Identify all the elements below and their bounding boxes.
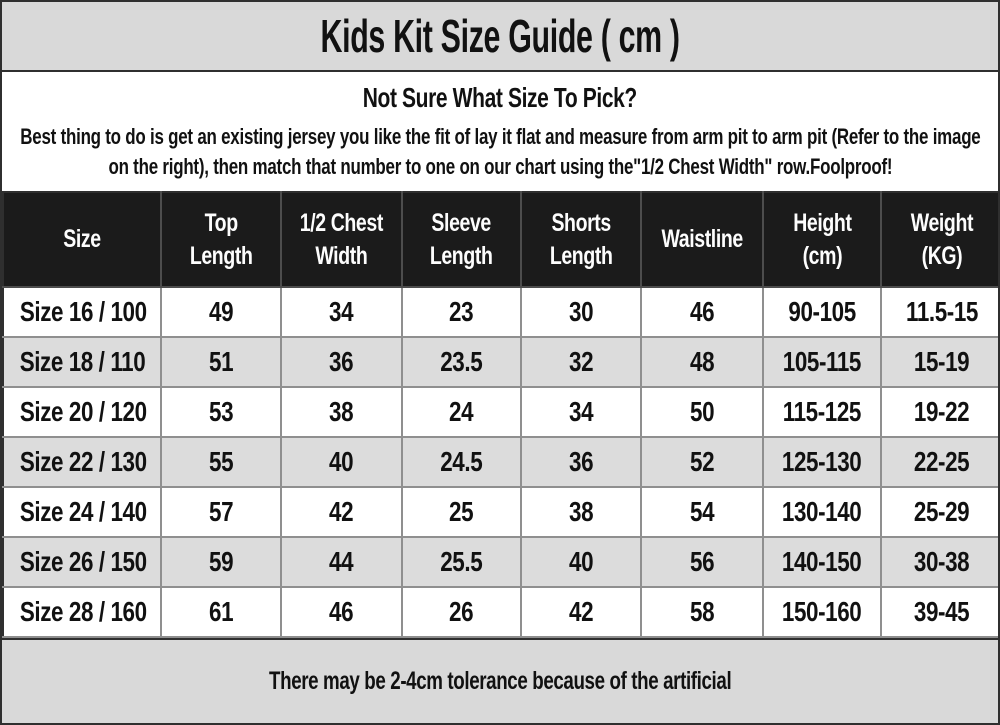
cell-text: 90-105: [788, 296, 856, 327]
value-cell: [281, 487, 402, 537]
value-cell: [161, 587, 281, 637]
cell-text: 25.5: [440, 546, 483, 577]
table-row: [3, 537, 1000, 587]
value-cell: [641, 387, 763, 437]
value-cell: [281, 387, 402, 437]
value-cell: [402, 587, 521, 637]
column-header-text: Waistline: [661, 225, 743, 253]
cell-text: 34: [329, 296, 354, 327]
value-cell: [763, 537, 881, 587]
value-cell: [402, 287, 521, 337]
cell-text: 105-115: [782, 346, 862, 377]
value-cell: [402, 337, 521, 387]
value-cell: [402, 387, 521, 437]
column-header-text: Weight (KG): [910, 208, 974, 270]
size-label-cell: [3, 487, 161, 537]
size-table: [2, 191, 1000, 638]
value-cell: [881, 437, 1000, 487]
table-row: [3, 337, 1000, 387]
value-cell: [281, 587, 402, 637]
cell-text: 19-22: [914, 396, 970, 427]
cell-text: 24.5: [440, 446, 483, 477]
value-cell: [521, 387, 641, 437]
value-cell: [881, 487, 1000, 537]
value-cell: [521, 537, 641, 587]
cell-text: Size 28 / 160: [19, 596, 147, 627]
table-body: [3, 287, 1000, 637]
size-label-cell: [3, 287, 161, 337]
column-header-text: Height (cm): [792, 208, 852, 270]
value-cell: [521, 337, 641, 387]
cell-text: 53: [208, 396, 234, 427]
cell-text: 59: [208, 546, 234, 577]
cell-text: 26: [449, 596, 474, 627]
cell-text: 42: [329, 496, 354, 527]
cell-text: Size 26 / 150: [19, 546, 147, 577]
column-header-text: Shorts Length: [549, 208, 613, 270]
value-cell: [881, 537, 1000, 587]
intro-body: [12, 122, 988, 183]
cell-text: 30-38: [914, 546, 970, 577]
size-label-cell: [3, 537, 161, 587]
cell-text: 48: [689, 346, 715, 377]
intro-heading: [12, 81, 988, 115]
value-cell: [763, 287, 881, 337]
cell-text: 23.5: [440, 346, 483, 377]
value-cell: [161, 337, 281, 387]
cell-text: 36: [329, 346, 354, 377]
cell-text: 56: [689, 546, 715, 577]
cell-text: 46: [329, 596, 354, 627]
cell-text: 22-25: [914, 446, 970, 477]
cell-text: Size 24 / 140: [19, 496, 147, 527]
table-row: [3, 587, 1000, 637]
size-label-cell: [3, 587, 161, 637]
cell-text: 25-29: [914, 496, 970, 527]
column-header-1: [161, 192, 281, 287]
cell-text: 55: [208, 446, 234, 477]
column-header-text: Sleeve Length: [430, 208, 493, 270]
cell-text: 61: [208, 596, 234, 627]
column-header-2: [281, 192, 402, 287]
cell-text: 54: [689, 496, 715, 527]
value-cell: [763, 387, 881, 437]
cell-text: 42: [568, 596, 594, 627]
cell-text: 11.5-15: [906, 296, 978, 327]
table-row: [3, 487, 1000, 537]
value-cell: [161, 437, 281, 487]
value-cell: [281, 537, 402, 587]
footer-note: [2, 638, 998, 723]
cell-text: 36: [568, 446, 594, 477]
cell-text: 51: [208, 346, 234, 377]
size-label-cell: [3, 437, 161, 487]
cell-text: 115-125: [782, 396, 862, 427]
cell-text: 32: [568, 346, 594, 377]
value-cell: [641, 587, 763, 637]
column-header-text: Size: [63, 225, 101, 253]
cell-text: 52: [689, 446, 715, 477]
cell-text: 15-19: [914, 346, 970, 377]
cell-text: 38: [329, 396, 354, 427]
cell-text: Size 20 / 120: [19, 396, 147, 427]
cell-text: 40: [329, 446, 354, 477]
cell-text: 57: [208, 496, 234, 527]
cell-text: Size 18 / 110: [19, 346, 146, 377]
column-header-6: [763, 192, 881, 287]
column-header-0: [3, 192, 161, 287]
cell-text: 140-150: [782, 546, 862, 577]
cell-text: 34: [568, 396, 594, 427]
value-cell: [402, 537, 521, 587]
value-cell: [641, 437, 763, 487]
header-row: [3, 192, 1000, 287]
size-label-cell: [3, 337, 161, 387]
value-cell: [881, 587, 1000, 637]
cell-text: 150-160: [782, 596, 862, 627]
cell-text: 40: [568, 546, 594, 577]
table-head: [3, 192, 1000, 287]
cell-text: 58: [689, 596, 715, 627]
cell-text: 23: [449, 296, 474, 327]
value-cell: [161, 537, 281, 587]
table-row: [3, 437, 1000, 487]
value-cell: [161, 287, 281, 337]
column-header-7: [881, 192, 1000, 287]
value-cell: [281, 437, 402, 487]
intro-section: [2, 72, 998, 191]
cell-text: 24: [449, 396, 474, 427]
value-cell: [161, 387, 281, 437]
cell-text: 50: [689, 396, 715, 427]
cell-text: 25: [449, 496, 474, 527]
value-cell: [161, 487, 281, 537]
value-cell: [281, 337, 402, 387]
cell-text: 46: [689, 296, 715, 327]
value-cell: [281, 287, 402, 337]
column-header-text: Top Length: [189, 208, 253, 270]
column-header-4: [521, 192, 641, 287]
cell-text: 130-140: [782, 496, 862, 527]
value-cell: [521, 587, 641, 637]
value-cell: [881, 337, 1000, 387]
value-cell: [402, 437, 521, 487]
table-row: [3, 287, 1000, 337]
value-cell: [641, 337, 763, 387]
cell-text: Size 16 / 100: [19, 296, 147, 327]
title-bar: [2, 2, 998, 72]
value-cell: [521, 487, 641, 537]
tolerance-note: [192, 667, 808, 696]
column-header-5: [641, 192, 763, 287]
value-cell: [641, 287, 763, 337]
value-cell: [763, 337, 881, 387]
cell-text: 39-45: [914, 596, 970, 627]
cell-text: 38: [568, 496, 594, 527]
cell-text: 49: [208, 296, 234, 327]
value-cell: [881, 387, 1000, 437]
value-cell: [641, 487, 763, 537]
tolerance-note-text: There may be 2-4cm tolerance because of the artificial: [268, 667, 732, 695]
page-title: [228, 10, 772, 62]
cell-text: 30: [568, 296, 594, 327]
value-cell: [521, 437, 641, 487]
value-cell: [521, 287, 641, 337]
intro-heading-text: Not Sure What Size To Pick?: [362, 82, 638, 113]
cell-text: 125-130: [782, 446, 862, 477]
column-header-3: [402, 192, 521, 287]
cell-text: 44: [329, 546, 354, 577]
value-cell: [402, 487, 521, 537]
size-label-cell: [3, 387, 161, 437]
value-cell: [641, 537, 763, 587]
value-cell: [763, 437, 881, 487]
value-cell: [763, 487, 881, 537]
table-row: [3, 387, 1000, 437]
cell-text: Size 22 / 130: [19, 446, 147, 477]
value-cell: [763, 587, 881, 637]
intro-body-text: Best thing to do is get an existing jersey you like the fit of lay it flat and measure from arm pit to arm pit (Refer to the image on the right), then match that number to one on our chart using the"1/2 Chest Width" row.Foolproof!: [19, 123, 981, 179]
page-title-text: Kids Kit Size Guide ( cm ): [320, 10, 680, 62]
value-cell: [881, 287, 1000, 337]
column-header-text: 1/2 Chest Width: [299, 208, 384, 270]
